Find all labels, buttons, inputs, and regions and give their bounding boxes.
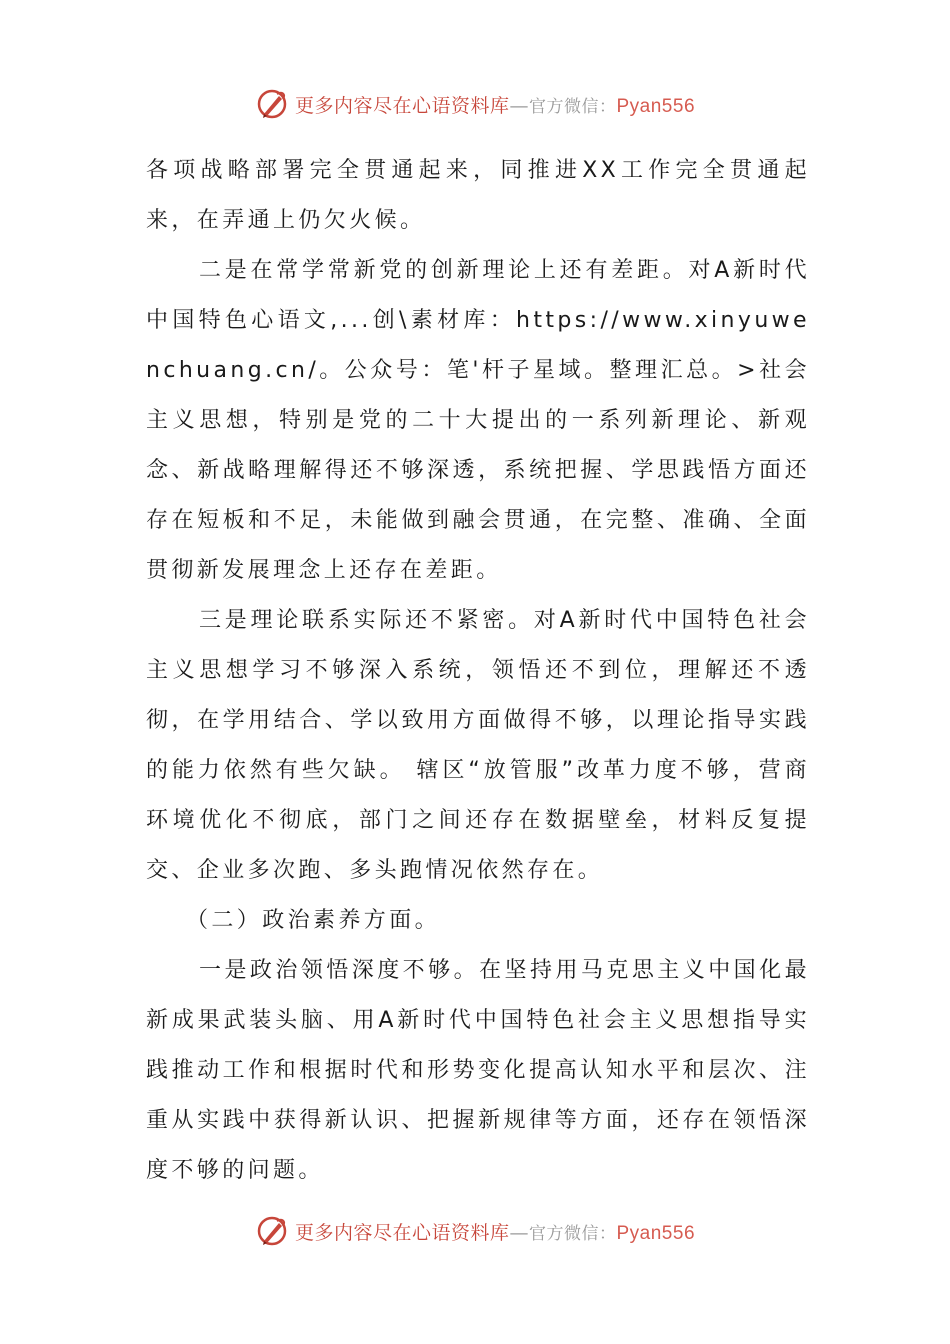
footer-watermark bbox=[0, 1211, 950, 1251]
paragraph-theory-gap: 二是在常学常新党的创新理论上还有差距。对A新时代中国特色心语文,...创\素材库：https://www.xinyuwenchuang.cn/。公众号：笔'杆子星域。整理汇总。>社会主义思想，特别是党的二十大提出的一系列新理论、新观念、新战略理解得还不够深透，系统把握、学思践悟方面还存在短板和不足，未能做到融会贯通，在完整、准确、全面贯彻新发展理念上还存在差距。 bbox=[146, 258, 810, 583]
watermark-label: 官方微信： bbox=[529, 1223, 617, 1244]
watermark-label: 官方微信： bbox=[529, 96, 617, 117]
paragraph-theory-practice: 三是理论联系实际还不紧密。对A新时代中国特色社会主义思想学习不够深入系统，领悟还不到位，理解还不透彻，在学用结合、学以致用方面做得不够，以理论指导实践的能力依然有些欠缺。 辖区“放管服”改革力度不够，营商环境优化不彻底，部门之间还存在数据壁垒，材料反复提交、企业多次跑、多头跑情况依然存在。 bbox=[146, 608, 810, 883]
watermark-separator: — bbox=[509, 1221, 529, 1244]
pen-logo-icon bbox=[255, 87, 289, 121]
watermark-id: Pyan556 bbox=[616, 95, 696, 117]
header-watermark bbox=[0, 84, 950, 124]
watermark-separator: — bbox=[509, 94, 529, 117]
watermark-id: Pyan556 bbox=[616, 1222, 696, 1244]
watermark-text: 更多内容尽在心语资料库 bbox=[294, 1221, 510, 1244]
paragraph-political-depth: 一是政治领悟深度不够。在坚持用马克思主义中国化最新成果武装头脑、用A新时代中国特色社会主义思想指导实践推动工作和根据时代和形势变化提高认知水平和层次、注重从实践中获得新认识、把握新规律等方面，还存在领悟深度不够的问题。 bbox=[146, 958, 810, 1183]
watermark-text: 更多内容尽在心语资料库 bbox=[294, 94, 510, 117]
paragraph-continuation: 各项战略部署完全贯通起来，同推进XX工作完全贯通起来，在弄通上仍欠火候。 bbox=[146, 158, 810, 233]
section-heading-political: （二）政治素养方面。 bbox=[186, 908, 441, 933]
pen-logo-icon bbox=[255, 1214, 289, 1248]
document-body bbox=[146, 146, 810, 1196]
